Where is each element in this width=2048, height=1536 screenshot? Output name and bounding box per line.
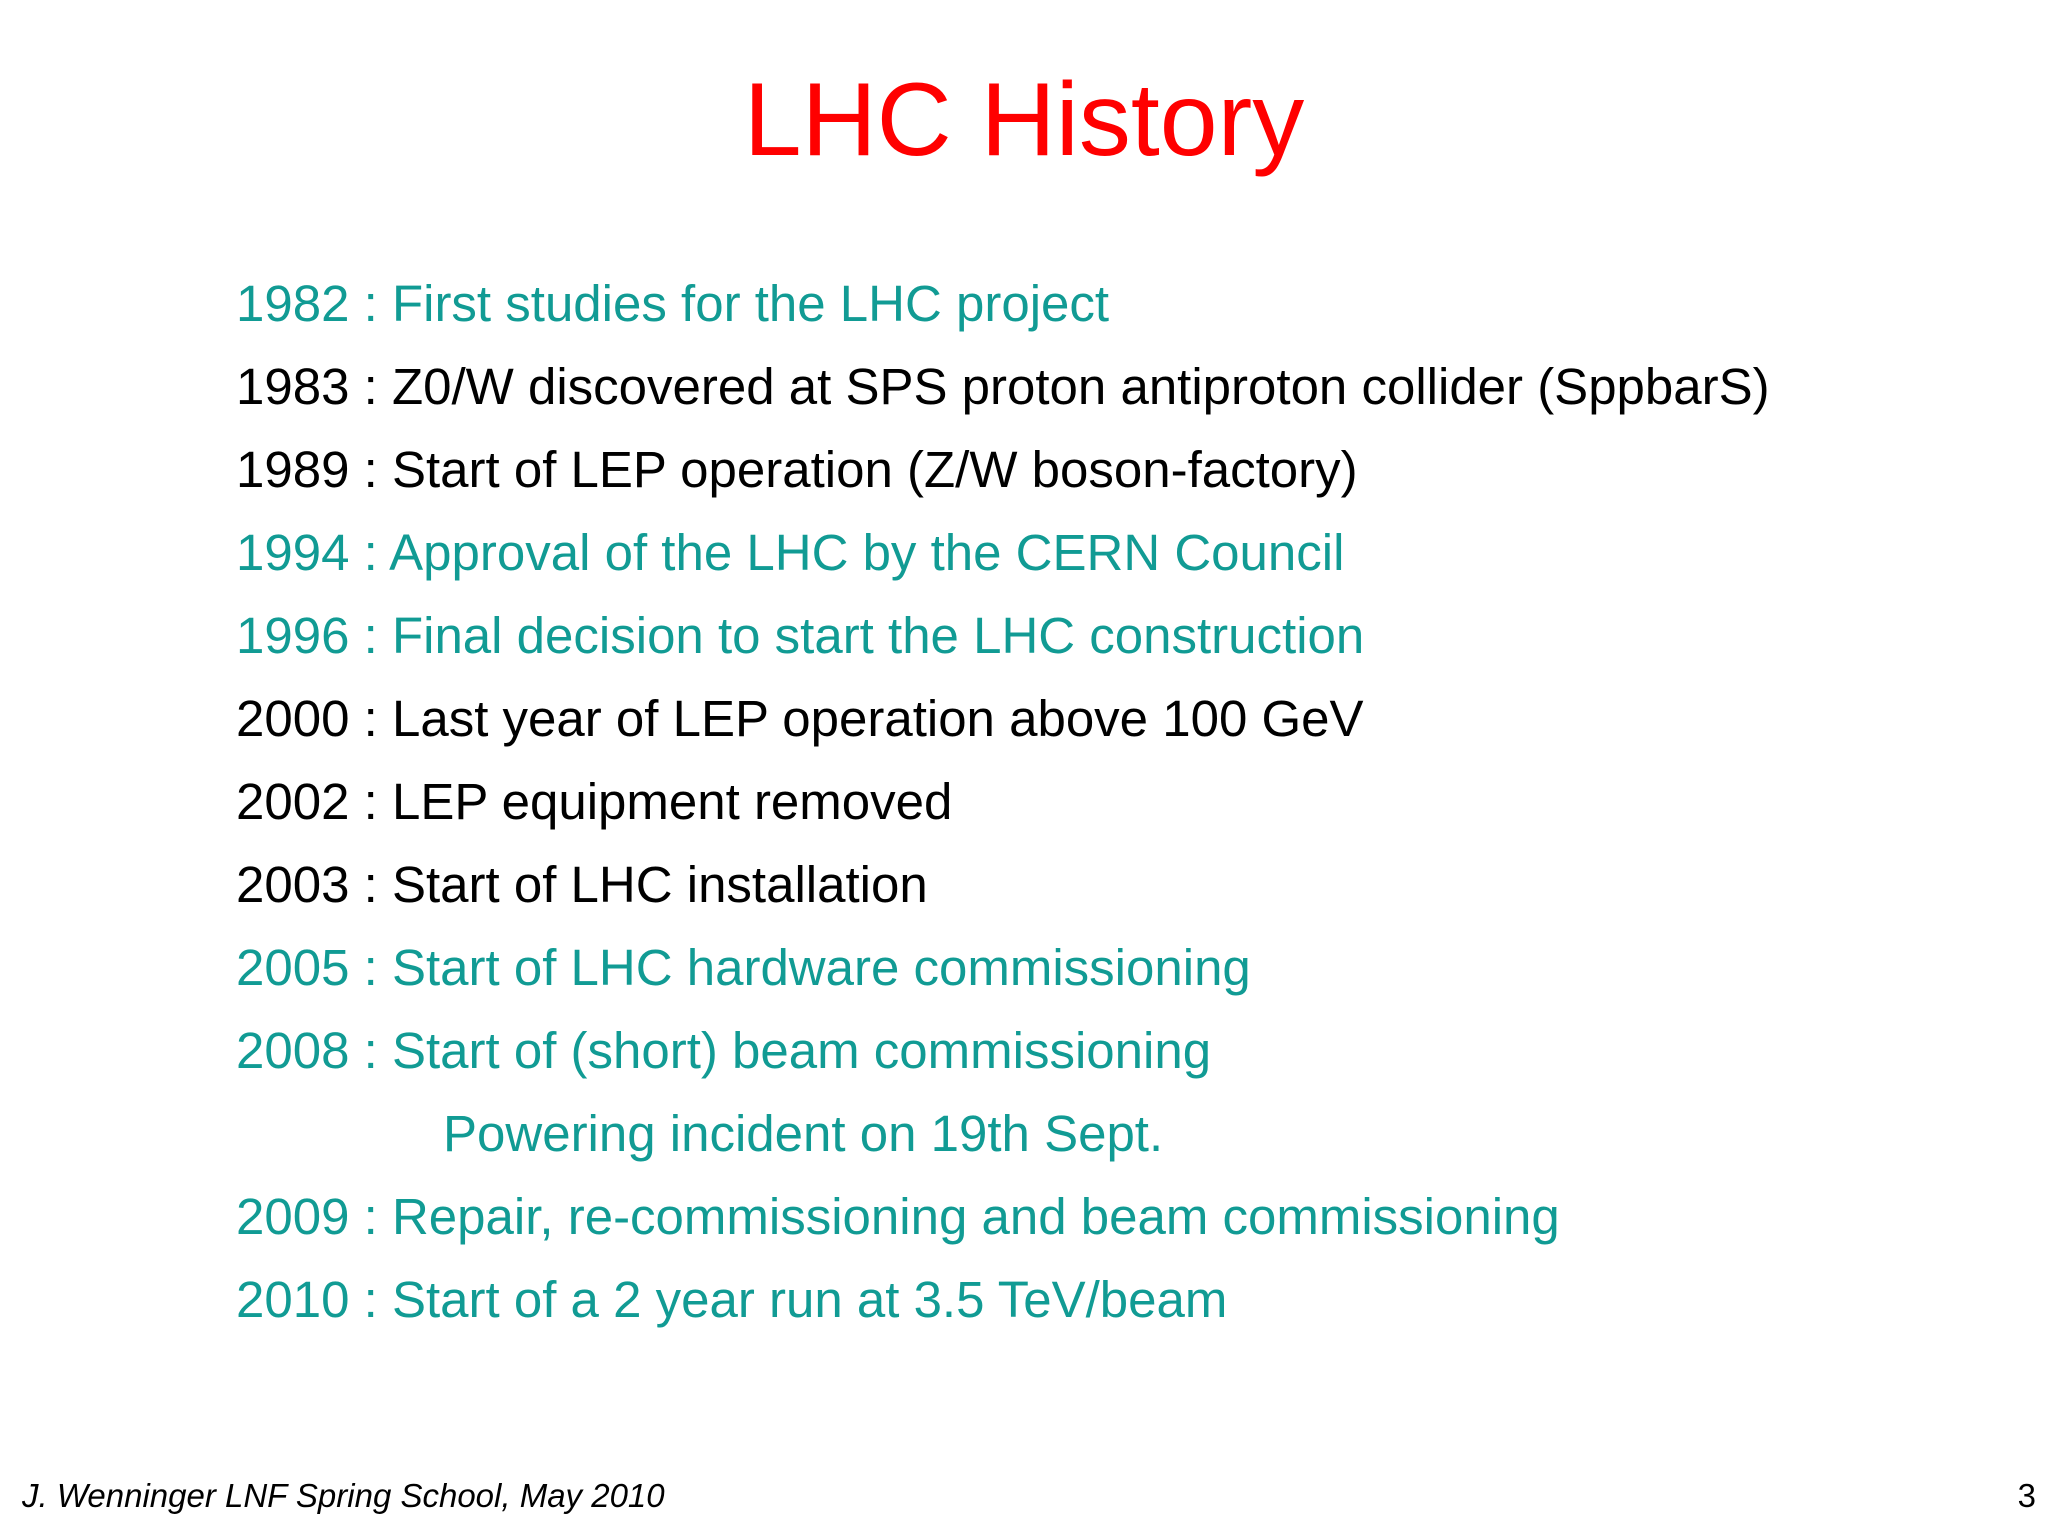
- timeline-entry-2009: 2009 : Repair, re-commissioning and beam commissioning: [236, 1188, 1560, 1245]
- timeline-entry-2008-note: Powering incident on 19th Sept.: [443, 1105, 1164, 1162]
- footer-author-event: J. Wenninger LNF Spring School, May 2010: [22, 1477, 665, 1514]
- page-number: 3: [2017, 1477, 2036, 1514]
- timeline-entry-2000: 2000 : Last year of LEP operation above 100 GeV: [236, 690, 1364, 747]
- timeline-entry-1996: 1996 : Final decision to start the LHC construction: [236, 607, 1365, 664]
- timeline-entry-1982: 1982 : First studies for the LHC project: [236, 275, 1110, 332]
- timeline-entry-2003: 2003 : Start of LHC installation: [236, 856, 928, 913]
- timeline-entry-2005: 2005 : Start of LHC hardware commissioning: [236, 939, 1251, 996]
- timeline-entry-2008: 2008 : Start of (short) beam commissioning: [236, 1022, 1212, 1079]
- timeline-entry-1983: 1983 : Z0/W discovered at SPS proton antiproton collider (SppbarS): [236, 358, 1770, 415]
- timeline-entry-2010: 2010 : Start of a 2 year run at 3.5 TeV/beam: [236, 1271, 1228, 1328]
- slide-title: LHC History: [743, 62, 1305, 178]
- timeline-entry-1989: 1989 : Start of LEP operation (Z/W boson-factory): [236, 441, 1358, 498]
- timeline-list: [236, 262, 1770, 1341]
- timeline-entry-1994: 1994 : Approval of the LHC by the CERN Council: [236, 524, 1345, 581]
- timeline-entry-2002: 2002 : LEP equipment removed: [236, 773, 953, 830]
